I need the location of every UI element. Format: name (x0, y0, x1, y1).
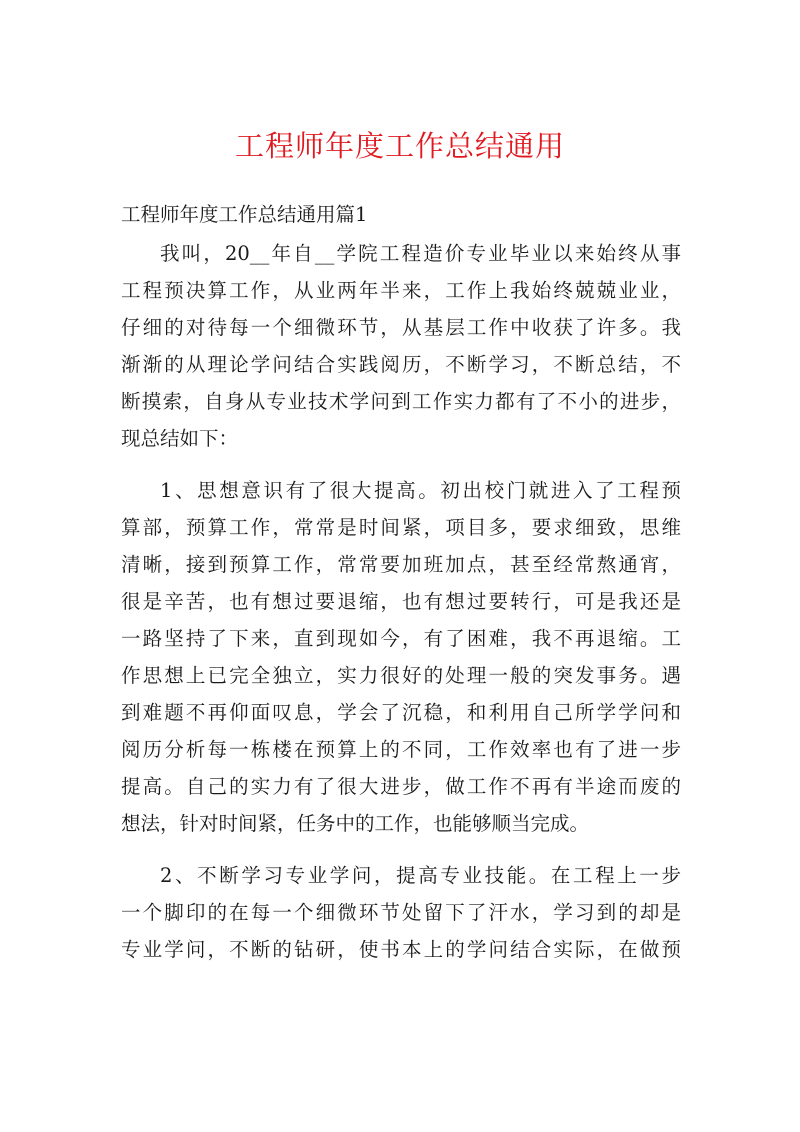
text-line: 我叫，20__年自__学院工程造价专业毕业以来始终从事 (160, 242, 681, 265)
text-line: 渐渐的从理论学问结合实践阅历，不断学习，不断总结，不 (121, 353, 681, 376)
text-line: 清晰，接到预算工作，常常要加班加点，甚至经常熬通宵， (121, 553, 681, 576)
text-line: 一路坚持了下来，直到现如今，有了困难，我不再退缩。工 (121, 627, 681, 650)
paragraph (121, 472, 681, 842)
text-line: 作思想上已完全独立，实力很好的处理一般的突发事务。遇 (121, 664, 681, 687)
paragraph (121, 235, 681, 457)
text-line: 很是辛苦，也有想过要退缩，也有想过要转行，可是我还是 (121, 590, 681, 613)
text-line: 提高。自己的实力有了很大进步，做工作不再有半途而废的 (121, 775, 681, 798)
text-line: 到难题不再仰面叹息，学会了沉稳，和利用自己所学学问和 (121, 701, 681, 724)
text-line: 2、不断学习专业学问，提高专业技能。在工程上一步 (160, 864, 681, 887)
text-line: 现总结如下： (121, 427, 239, 450)
text-line: 专业学问，不断的钻研，使书本上的学问结合实际，在做预 (121, 938, 681, 961)
text-line: 仔细的对待每一个细微环节，从基层工作中收获了许多。我 (121, 316, 681, 339)
paragraph-gap (121, 457, 681, 472)
text-line: 想法，针对时间紧，任务中的工作，也能够顺当完成。 (121, 812, 590, 835)
text-line: 1、思想意识有了很大提高。初出校门就进入了工程预 (160, 479, 681, 502)
text-line: 断摸索，自身从专业技术学问到工作实力都有了不小的进步， (121, 390, 681, 413)
section-heading: 工程师年度工作总结通用篇1 (121, 203, 368, 226)
document-title: 工程师年度工作总结通用 (234, 129, 565, 163)
paragraph-gap (121, 842, 681, 857)
paragraph (121, 857, 681, 968)
text-line: 一个脚印的在每一个细微环节处留下了汗水，学习到的却是 (121, 901, 681, 924)
text-line: 算部，预算工作，常常是时间紧，项目多，要求细致，思维 (121, 516, 681, 539)
text-line: 工程预决算工作，从业两年半来，工作上我始终兢兢业业， (121, 279, 681, 302)
document-body (121, 235, 681, 968)
text-line: 阅历分析每一栋楼在预算上的不同，工作效率也有了进一步 (121, 738, 681, 761)
